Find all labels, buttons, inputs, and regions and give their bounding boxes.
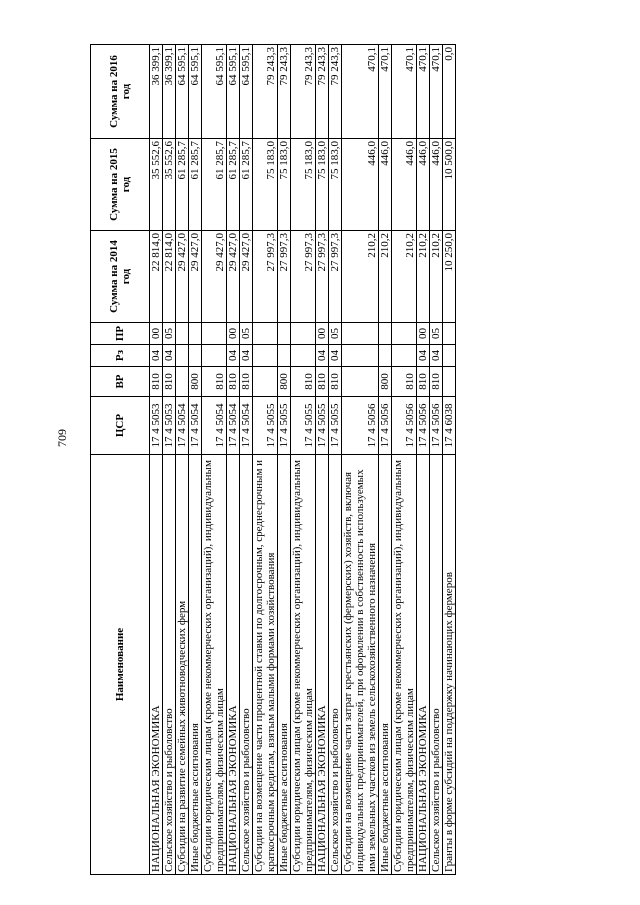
cell-sum-2015: 61 285,7 <box>189 139 202 231</box>
table-row <box>291 45 316 875</box>
cell-pr: 05 <box>163 323 176 345</box>
table-row <box>417 45 430 875</box>
table-row <box>316 45 329 875</box>
cell-name: Субсидии юридическим лицам (кроме некоммерческих организаций), индивидуальным предпринимателям, физическим лицам <box>202 455 227 875</box>
cell-vr: 810 <box>392 367 417 397</box>
cell-sum-2016: 470,1 <box>417 45 430 139</box>
cell-sum-2016: 470,1 <box>379 45 392 139</box>
cell-sum-2014: 210,2 <box>342 231 379 323</box>
table-row <box>163 45 176 875</box>
cell-pr: 05 <box>240 323 253 345</box>
cell-vr: 810 <box>291 367 316 397</box>
cell-pr <box>202 323 227 345</box>
header-sum-2015: Сумма на 2015 год <box>91 139 150 231</box>
cell-vr <box>253 367 278 397</box>
cell-name: Сельское хозяйство и рыболовство <box>163 455 176 875</box>
cell-sum-2014: 210,2 <box>430 231 443 323</box>
cell-vr: 800 <box>189 367 202 397</box>
cell-csr: 17 4 5055 <box>291 397 316 455</box>
table-row <box>227 45 240 875</box>
cell-name: Сельское хозяйство и рыболовство <box>430 455 443 875</box>
cell-pr <box>176 323 189 345</box>
cell-rz: 04 <box>150 345 163 367</box>
header-pr: ПР <box>91 323 150 345</box>
header-rz: Рз <box>91 345 150 367</box>
table-body <box>150 45 456 875</box>
cell-name: Субсидии юридическим лицам (кроме некоммерческих организаций), индивидуальным предпринимателям, физическим лицам <box>392 455 417 875</box>
cell-csr: 17 4 5053 <box>163 397 176 455</box>
cell-rz <box>379 345 392 367</box>
cell-csr: 17 4 5056 <box>342 397 379 455</box>
table-row <box>189 45 202 875</box>
cell-rz <box>202 345 227 367</box>
table-row <box>379 45 392 875</box>
cell-sum-2016: 64 595,1 <box>227 45 240 139</box>
cell-csr: 17 4 5054 <box>202 397 227 455</box>
cell-pr: 05 <box>430 323 443 345</box>
cell-name: Субсидии на развитие семейных животноводческих ферм <box>176 455 189 875</box>
cell-rz: 04 <box>417 345 430 367</box>
cell-sum-2015: 446,0 <box>430 139 443 231</box>
cell-sum-2016: 79 243,3 <box>329 45 342 139</box>
cell-csr: 17 4 5054 <box>227 397 240 455</box>
cell-rz <box>253 345 278 367</box>
cell-sum-2014: 210,2 <box>417 231 430 323</box>
cell-name: НАЦИОНАЛЬНАЯ ЭКОНОМИКА <box>316 455 329 875</box>
cell-pr: 00 <box>227 323 240 345</box>
table-row <box>430 45 443 875</box>
cell-sum-2014: 29 427,0 <box>176 231 189 323</box>
cell-pr <box>342 323 379 345</box>
cell-sum-2016: 470,1 <box>392 45 417 139</box>
cell-name: НАЦИОНАЛЬНАЯ ЭКОНОМИКА <box>417 455 430 875</box>
header-sum-2016: Сумма на 2016 год <box>91 45 150 139</box>
table-header-row <box>91 45 150 875</box>
page-number: 709 <box>55 429 69 447</box>
cell-sum-2016: 64 595,1 <box>176 45 189 139</box>
cell-sum-2014: 29 427,0 <box>189 231 202 323</box>
cell-vr: 810 <box>202 367 227 397</box>
cell-sum-2016: 0,0 <box>443 45 456 139</box>
cell-sum-2015: 446,0 <box>379 139 392 231</box>
cell-vr: 800 <box>379 367 392 397</box>
cell-csr: 17 4 5056 <box>392 397 417 455</box>
cell-name: Иные бюджетные ассигнования <box>189 455 202 875</box>
cell-sum-2015: 446,0 <box>392 139 417 231</box>
header-csr: ЦСР <box>91 397 150 455</box>
cell-sum-2014: 22 814,0 <box>163 231 176 323</box>
cell-vr: 810 <box>316 367 329 397</box>
cell-rz <box>176 345 189 367</box>
cell-sum-2014: 27 997,3 <box>291 231 316 323</box>
cell-name: Субсидии на возмещение части процентной ставки по долгосрочным, среднесрочным и краткосрочным кредитам, взятым малыми формами хозяйствования <box>253 455 278 875</box>
cell-sum-2015: 75 183,0 <box>291 139 316 231</box>
cell-sum-2016: 64 595,1 <box>240 45 253 139</box>
cell-name: Сельское хозяйство и рыболовство <box>329 455 342 875</box>
cell-sum-2014: 22 814,0 <box>150 231 163 323</box>
cell-pr: 00 <box>417 323 430 345</box>
cell-sum-2014: 27 997,3 <box>253 231 278 323</box>
cell-csr: 17 4 5056 <box>417 397 430 455</box>
cell-sum-2015: 35 552,6 <box>150 139 163 231</box>
cell-sum-2015: 75 183,0 <box>253 139 278 231</box>
cell-csr: 17 4 5054 <box>189 397 202 455</box>
cell-pr: 00 <box>150 323 163 345</box>
cell-sum-2016: 64 595,1 <box>189 45 202 139</box>
cell-pr <box>189 323 202 345</box>
cell-sum-2015: 446,0 <box>417 139 430 231</box>
cell-csr: 17 4 5055 <box>329 397 342 455</box>
table-row <box>150 45 163 875</box>
cell-csr: 17 4 5055 <box>316 397 329 455</box>
cell-vr: 810 <box>227 367 240 397</box>
cell-vr: 810 <box>150 367 163 397</box>
cell-name: Субсидии на возмещение части затрат крестьянских (фермерских) хозяйств, включая индивидуальных предпринимателей, при оформлении в собственность используемых ими земельных участков из земель сельскохозяйственного назначения <box>342 455 379 875</box>
cell-name: Иные бюджетные ассигнования <box>278 455 291 875</box>
cell-vr: 810 <box>417 367 430 397</box>
cell-sum-2015: 61 285,7 <box>240 139 253 231</box>
cell-sum-2014: 27 997,3 <box>278 231 291 323</box>
header-vr: ВР <box>91 367 150 397</box>
cell-rz <box>278 345 291 367</box>
table-row <box>443 45 456 875</box>
cell-name: Субсидии юридическим лицам (кроме некоммерческих организаций), индивидуальным предпринимателям, физическим лицам <box>291 455 316 875</box>
cell-sum-2016: 470,1 <box>430 45 443 139</box>
cell-csr: 17 4 6038 <box>443 397 456 455</box>
cell-csr: 17 4 5056 <box>430 397 443 455</box>
cell-vr: 810 <box>430 367 443 397</box>
cell-vr: 810 <box>329 367 342 397</box>
cell-name: НАЦИОНАЛЬНАЯ ЭКОНОМИКА <box>150 455 163 875</box>
table-row <box>392 45 417 875</box>
cell-rz: 04 <box>329 345 342 367</box>
cell-pr <box>278 323 291 345</box>
cell-rz: 04 <box>163 345 176 367</box>
cell-rz: 04 <box>240 345 253 367</box>
cell-sum-2016: 79 243,3 <box>253 45 278 139</box>
cell-sum-2015: 61 285,7 <box>176 139 189 231</box>
cell-sum-2014: 29 427,0 <box>202 231 227 323</box>
table-row <box>240 45 253 875</box>
cell-csr: 17 4 5056 <box>379 397 392 455</box>
cell-pr <box>443 323 456 345</box>
cell-sum-2015: 10 500,0 <box>443 139 456 231</box>
cell-csr: 17 4 5054 <box>240 397 253 455</box>
cell-rz: 04 <box>316 345 329 367</box>
cell-name: Иные бюджетные ассигнования <box>379 455 392 875</box>
cell-pr: 00 <box>316 323 329 345</box>
rotated-table-container <box>90 45 560 875</box>
cell-sum-2016: 36 399,1 <box>150 45 163 139</box>
cell-rz <box>189 345 202 367</box>
cell-sum-2016: 79 243,3 <box>278 45 291 139</box>
cell-vr: 810 <box>163 367 176 397</box>
cell-name: НАЦИОНАЛЬНАЯ ЭКОНОМИКА <box>227 455 240 875</box>
cell-pr <box>392 323 417 345</box>
cell-csr: 17 4 5055 <box>253 397 278 455</box>
cell-sum-2015: 75 183,0 <box>278 139 291 231</box>
header-sum-2014: Сумма на 2014 год <box>91 231 150 323</box>
cell-rz <box>443 345 456 367</box>
cell-rz: 04 <box>430 345 443 367</box>
table-row <box>176 45 189 875</box>
cell-sum-2014: 29 427,0 <box>227 231 240 323</box>
budget-table <box>90 44 456 875</box>
cell-sum-2014: 10 250,0 <box>443 231 456 323</box>
cell-sum-2014: 210,2 <box>392 231 417 323</box>
cell-rz: 04 <box>227 345 240 367</box>
cell-pr <box>253 323 278 345</box>
cell-sum-2015: 61 285,7 <box>227 139 240 231</box>
cell-name: Гранты в форме субсидий на поддержку начинающих фермеров <box>443 455 456 875</box>
cell-rz <box>342 345 379 367</box>
cell-rz <box>291 345 316 367</box>
cell-sum-2016: 64 595,1 <box>202 45 227 139</box>
cell-csr: 17 4 5055 <box>278 397 291 455</box>
table-row <box>278 45 291 875</box>
table-row <box>253 45 278 875</box>
cell-sum-2015: 61 285,7 <box>202 139 227 231</box>
cell-pr: 05 <box>329 323 342 345</box>
cell-rz <box>392 345 417 367</box>
cell-sum-2015: 446,0 <box>342 139 379 231</box>
cell-vr <box>176 367 189 397</box>
table-row <box>342 45 379 875</box>
cell-vr <box>443 367 456 397</box>
cell-vr: 800 <box>278 367 291 397</box>
cell-pr <box>379 323 392 345</box>
cell-vr: 810 <box>240 367 253 397</box>
cell-sum-2014: 27 997,3 <box>316 231 329 323</box>
cell-sum-2014: 210,2 <box>379 231 392 323</box>
cell-vr <box>342 367 379 397</box>
cell-csr: 17 4 5053 <box>150 397 163 455</box>
table-row <box>202 45 227 875</box>
cell-sum-2016: 79 243,3 <box>316 45 329 139</box>
cell-sum-2016: 36 399,1 <box>163 45 176 139</box>
cell-sum-2015: 35 552,6 <box>163 139 176 231</box>
cell-sum-2016: 470,1 <box>342 45 379 139</box>
table-row <box>329 45 342 875</box>
cell-sum-2014: 29 427,0 <box>240 231 253 323</box>
cell-sum-2015: 75 183,0 <box>329 139 342 231</box>
cell-sum-2014: 27 997,3 <box>329 231 342 323</box>
cell-pr <box>291 323 316 345</box>
cell-sum-2016: 79 243,3 <box>291 45 316 139</box>
header-name: Наименование <box>91 455 150 875</box>
cell-sum-2015: 75 183,0 <box>316 139 329 231</box>
cell-name: Сельское хозяйство и рыболовство <box>240 455 253 875</box>
cell-csr: 17 4 5054 <box>176 397 189 455</box>
